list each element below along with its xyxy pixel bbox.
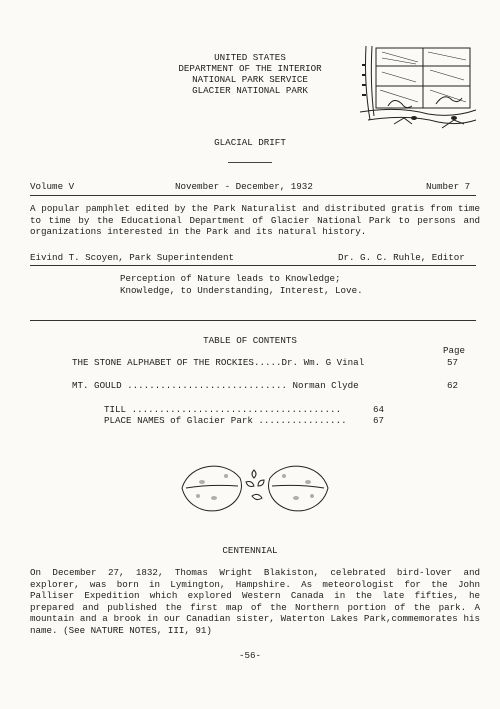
editor-credit: Dr. G. C. Ruhle, Editor	[338, 252, 465, 263]
toc-entry-page: 62	[447, 380, 459, 391]
issue-number: Number 7	[426, 181, 471, 192]
intro-paragraph: A popular pamphlet edited by the Park Naturalist and distributed gratis from time to time by the Educational Department of Glacier National Park to persons and organizations interested in the Park and its natural history.	[30, 203, 480, 237]
toc-heading: TABLE OF CONTENTS	[203, 335, 297, 346]
section-rule	[30, 320, 476, 321]
title-divider	[228, 162, 272, 163]
agency-line: DEPARTMENT OF THE INTERIOR	[178, 63, 322, 74]
article-body: On December 27, 1832, Thomas Wright Blakiston, celebrated bird-lover and explorer, was born in Lymington, Hampshire. As meteorologist for the John Palliser Expedition which explored Western Canada in the late fifties, he prepared and published the first map of the Northern portion of the park. A mountain and a brook in our Canadian sister, Waterton Lakes Park,commemorates his name. (See NATURE NOTES, III, 91)	[30, 567, 480, 636]
toc-page-header: Page	[443, 345, 466, 356]
toc-entry-title: THE STONE ALPHABET OF THE ROCKIES.....Dr. Wm. G Vinal	[72, 357, 365, 368]
superintendent-credit: Eivind T. Scoyen, Park Superintendent	[30, 252, 234, 263]
issue-date: November - December, 1932	[175, 181, 313, 192]
agency-header	[150, 52, 350, 96]
motto-line: Knowledge, to Understanding, Interest, Love.	[120, 285, 363, 296]
article-heading: CENTENNIAL	[222, 545, 278, 556]
toc-entry-page: 57	[447, 357, 459, 368]
window-illustration	[358, 44, 478, 134]
leaf-ornament	[180, 456, 330, 516]
page-number: -56-	[238, 650, 262, 661]
motto-line: Perception of Nature leads to Knowledge;	[120, 273, 341, 284]
toc-entry-title: MT. GOULD ............................. Norman Clyde	[72, 380, 359, 391]
toc-entry-page: 67	[373, 415, 385, 426]
toc-entry-page: 64	[373, 404, 385, 415]
agency-line: UNITED STATES	[214, 52, 286, 63]
issue-rule	[30, 195, 476, 196]
toc-entry-title: TILL ......................................	[104, 404, 342, 415]
publication-title: GLACIAL DRIFT	[214, 137, 286, 148]
staff-rule	[30, 265, 476, 266]
motto	[120, 273, 420, 297]
toc-entry-title: PLACE NAMES of Glacier Park ................	[104, 415, 347, 426]
volume-label: Volume V	[30, 181, 75, 192]
agency-line: NATIONAL PARK SERVICE	[192, 74, 308, 85]
agency-line: GLACIER NATIONAL PARK	[192, 85, 308, 96]
